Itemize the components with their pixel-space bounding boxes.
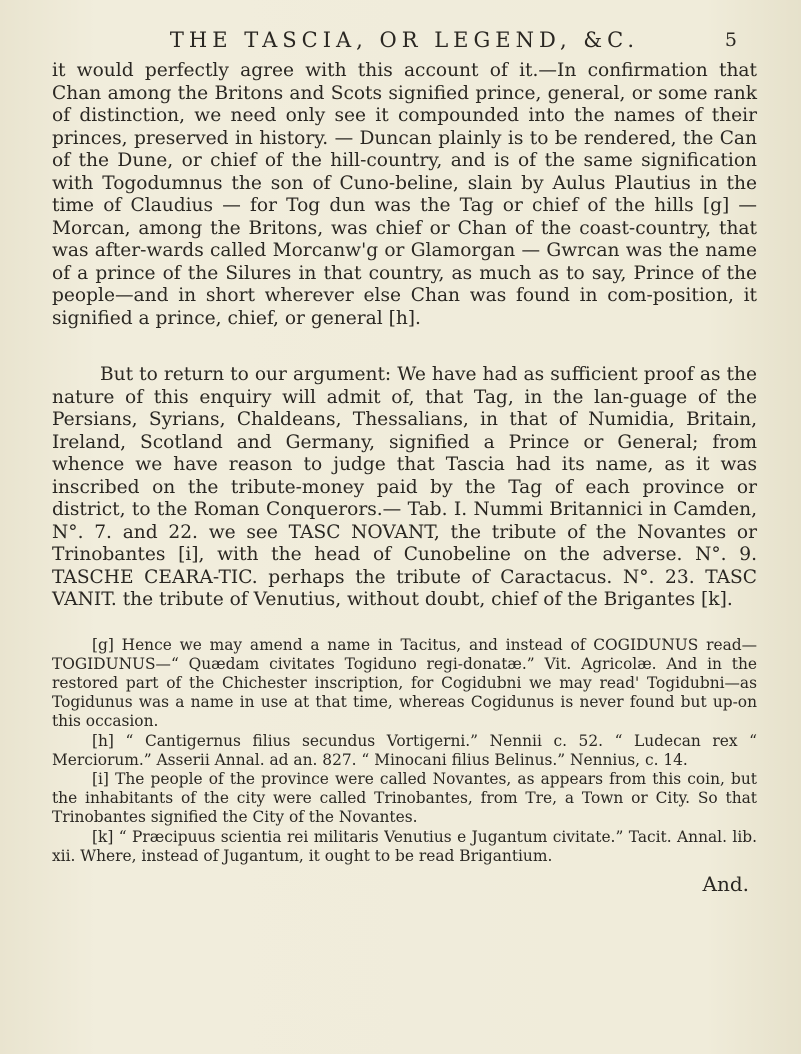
footnote-k: [k] “ Præcipuus scientia rei militaris Venutius e Jugantum civitate.” Tacit. Annal. lib. xii. Where, instead of Jugantum, it ought to be read Brigantium.	[52, 827, 757, 865]
body-paragraph-1: it would perfectly agree with this account of it.—In confirmation that Chan among the Britons and Scots signified prince, general, or some rank of distinction, we need only see it compounded into the names of their princes, preserved in history. — Duncan plainly is to be rendered, the Can of the Dune, or chief of the hill-country, and is of the same signification with Togodumnus the son of Cuno-beline, slain by Aulus Plautius in the time of Claudius — for Tog dun was the Tag or chief of the hills [g] — Morcan, among the Britons, was chief or Chan of the coast-country, that was after-wards called Morcanw'g or Glamorgan — Gwrcan was the name of a prince of the Silures in that country, as much as to say, Prince of the people—and in short wherever else Chan was found in com-position, it signified a prince, chief, or general [h].	[52, 60, 757, 329]
body-paragraph-2: But to return to our argument: We have had as sufficient proof as the nature of this enquiry will admit of, that Tag, in the lan-guage of the Persians, Syrians, Chaldeans, Thessalians, in that of Numidia, Britain, Ireland, Scotland and Germany, signified a Prince or General; from whence we have reason to judge that Tascia had its name, as it was inscribed on the tribute-money paid by the Tag of each province or district, to the Roman Conquerors.— Tab. I. Nummi Britannici in Camden, N°. 7. and 22. we see TASC NOVANT, the tribute of the Novantes or Trinobantes [i], with the head of Cunobeline on the adverse. N°. 9. TASCHE CEARA-TIC. perhaps the tribute of Caractacus. N°. 23. TASC VANIT. the tribute of Venutius, without doubt, chief of the Brigantes [k].	[52, 364, 757, 610]
page-number: 5	[724, 29, 737, 51]
footnote-g: [g] Hence we may amend a name in Tacitus, and instead of COGIDUNUS read— TOGIDUNUS—“ Quædam civitates Togiduno regi-donatæ.” Vit. Agricolæ. And in the restored part of the Chichester inscription, for Cogidubni we may read' Togidubni—as Togidunus was a name in use at that time, whereas Cogidunus is never found but up-on this occasion.	[52, 635, 757, 731]
footnote-i: [i] The people of the province were called Novantes, as appears from this coin, but the inhabitants of the city were called Trinobantes, from Tre, a Town or City. So that Trinobantes signified the City of the Novantes.	[52, 769, 757, 827]
running-title: THE TASCIA, OR LEGEND, &C.	[169, 28, 640, 52]
footnote-h: [h] “ Cantigernus filius secundus Vortigerni.” Nennii c. 52. “ Ludecan rex “ Merciorum.” Asserii Annal. ad an. 827. “ Minocani filius Belinus.” Nennius, c. 14.	[52, 731, 757, 769]
catchword: And.	[702, 871, 749, 896]
running-header	[52, 20, 757, 60]
footnotes	[52, 636, 757, 866]
